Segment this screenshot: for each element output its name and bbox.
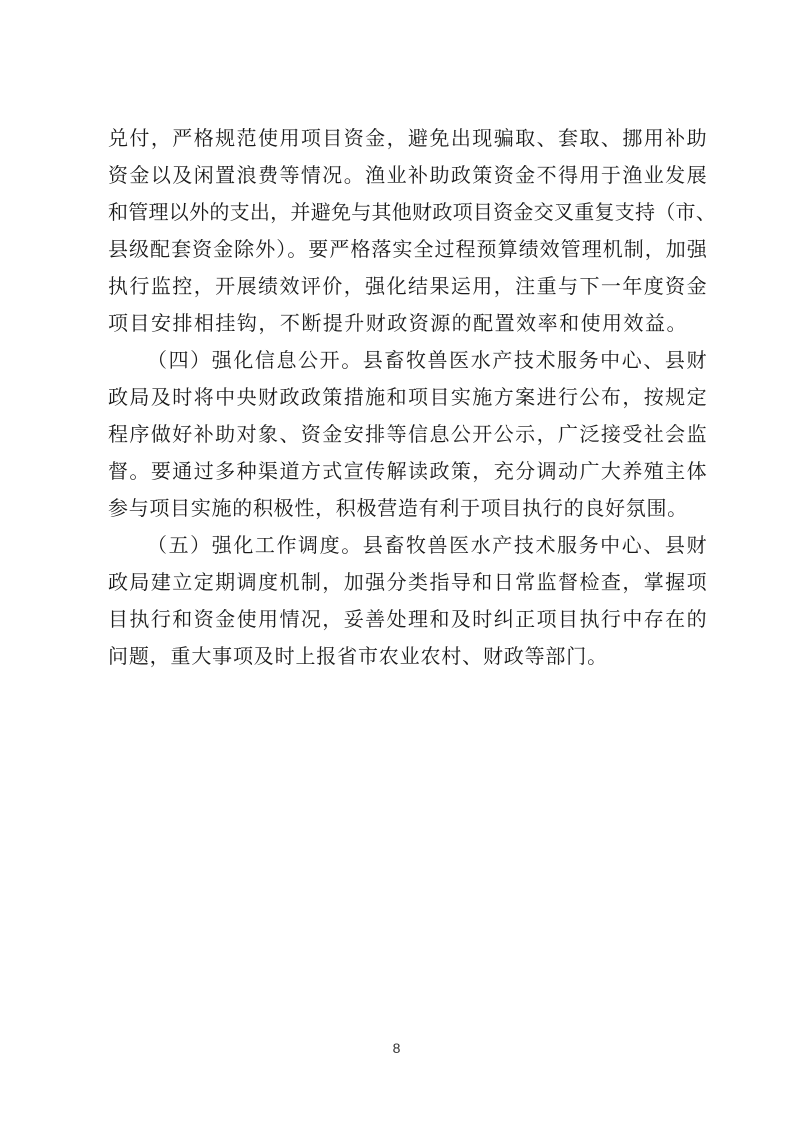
text-line [0,379,793,415]
text-line [0,638,793,674]
text-line-content: 和管理以外的支出，并避免与其他财政项目资金交叉重复支持（市、 [108,200,717,224]
text-line-content: 资金以及闲置浪费等情况。渔业补助政策资金不得用于渔业发展 [108,163,709,187]
text-line-content: 兑付，严格规范使用项目资金，避免出现骗取、套取、挪用补助 [108,126,709,150]
text-line-content: 目执行和资金使用情况，妥善处理和及时纠正项目执行中存在的 [108,607,709,631]
text-line [0,564,793,600]
text-line [0,120,793,156]
text-line-content: （五）强化工作调度。县畜牧兽医水产技术服务中心、县财 [147,533,709,557]
text-line [0,231,793,267]
section-heading-line [0,342,793,378]
section-heading-line [0,527,793,563]
text-line-content: 政局建立定期调度机制，加强分类指导和日常监督检查，掌握项 [108,570,709,594]
text-line-content: （四）强化信息公开。县畜牧兽医水产技术服务中心、县财 [147,348,709,372]
text-line-content: 县级配套资金除外）。要严格落实全过程预算绩效管理机制，加强 [108,237,708,261]
text-line-content: 执行监控，开展绩效评价，强化结果运用，注重与下一年度资金 [108,274,709,298]
text-line [0,416,793,452]
text-line [0,194,793,230]
page-number: 8 [392,1040,401,1056]
text-line-content: 参与项目实施的积极性，积极营造有利于项目执行的良好氛围。 [108,496,688,520]
text-line [0,268,793,304]
text-line-content: 程序做好补助对象、资金安排等信息公开公示，广泛接受社会监 [108,422,709,446]
text-line-content: 项目安排相挂钩，不断提升财政资源的配置效率和使用效益。 [108,311,688,335]
text-line-content: 问题，重大事项及时上报省市农业农村、财政等部门。 [108,644,608,668]
text-line [0,490,793,526]
text-line-content: 政局及时将中央财政政策措施和项目实施方案进行公布，按规定 [108,385,709,409]
text-line-content: 督。要通过多种渠道方式宣传解读政策，充分调动广大养殖主体 [108,459,709,483]
text-line [0,601,793,637]
text-line [0,157,793,193]
text-line [0,453,793,489]
text-line [0,305,793,341]
